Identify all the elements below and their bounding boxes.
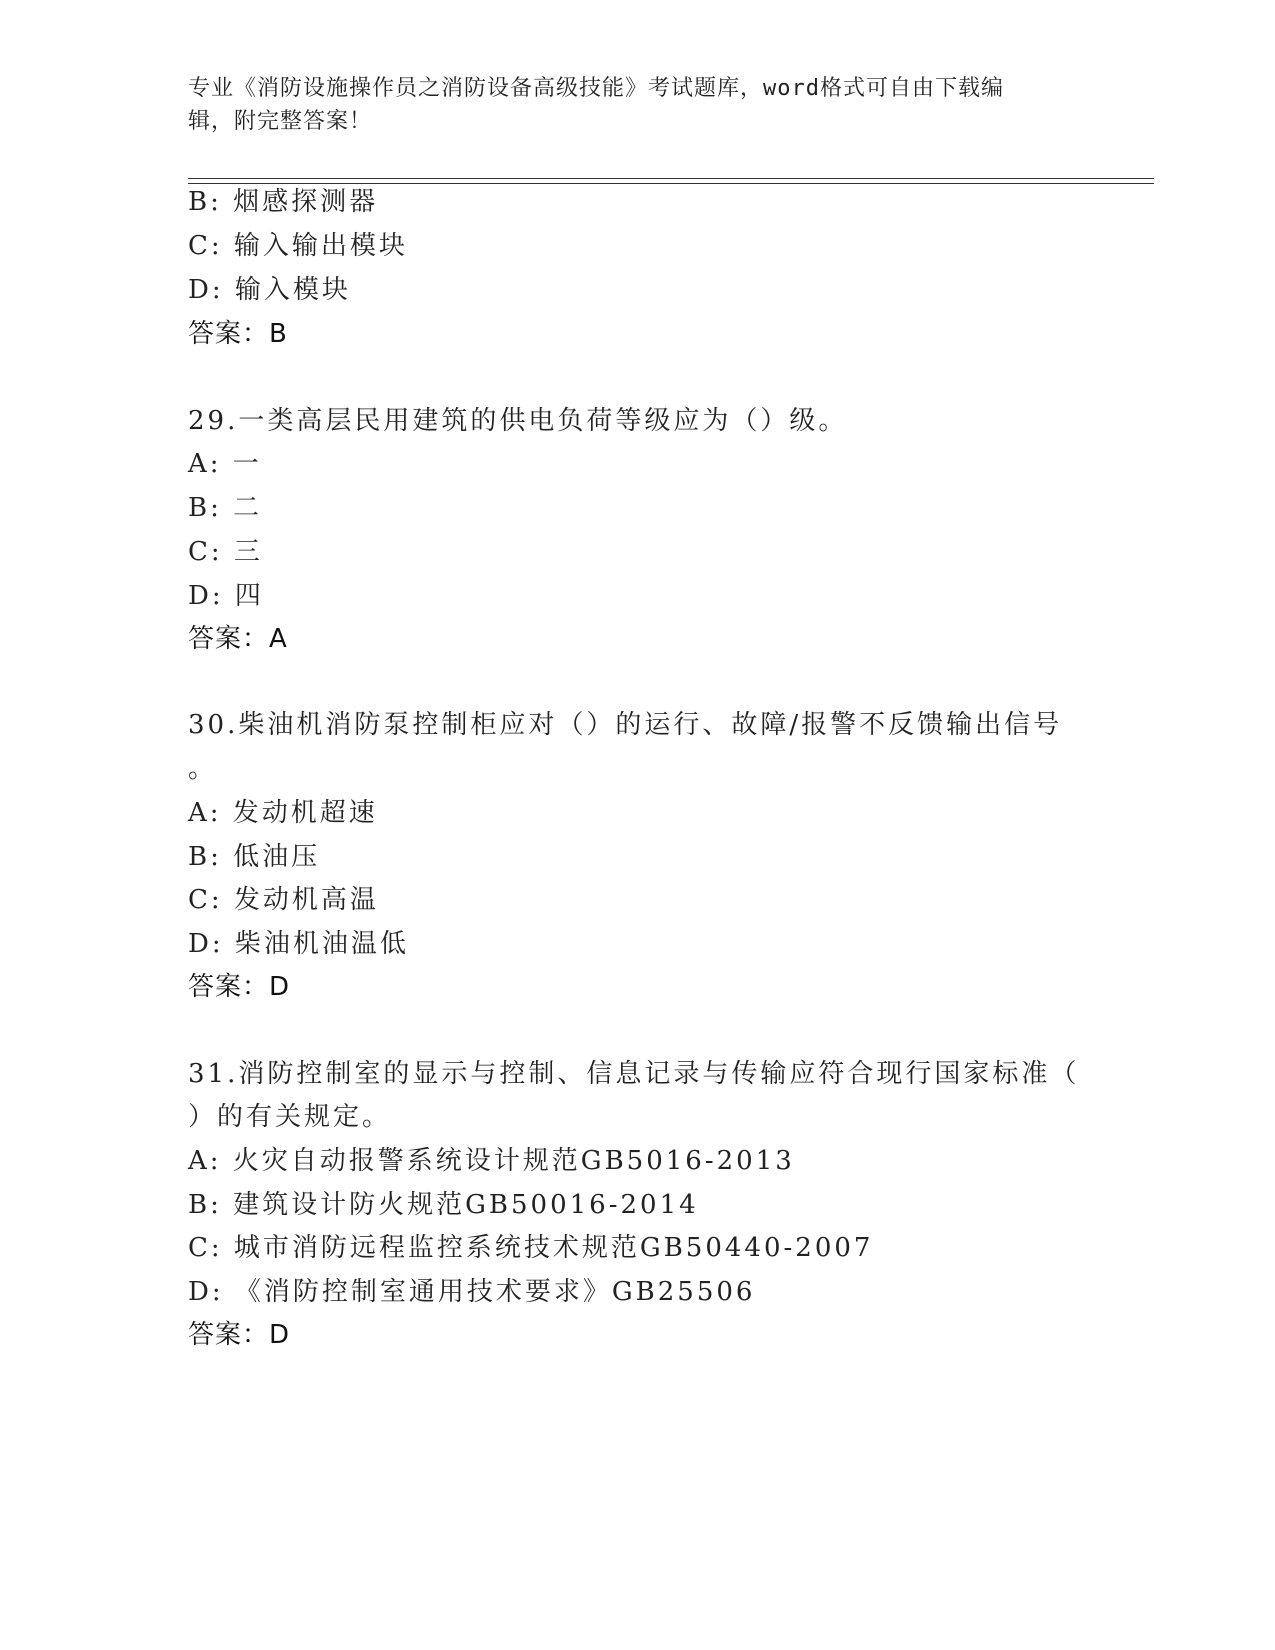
q29-question: 29.一类高层民用建筑的供电负荷等级应为（）级。	[188, 406, 848, 436]
q29-option-d: D: 四	[188, 581, 264, 611]
q29-answer: 答案：A	[188, 624, 288, 654]
q29-option-b: B: 二	[188, 493, 263, 523]
q30-answer: 答案：D	[188, 972, 291, 1002]
q30-option-c: C: 发动机高温	[188, 885, 379, 915]
q31-question-line-1: 31.消防控制室的显示与控制、信息记录与传输应符合现行国家标准（	[188, 1059, 1080, 1089]
header-line-2: 辑，附完整答案！	[188, 109, 373, 134]
header-divider-top	[188, 178, 1154, 179]
q30-option-b: B: 低油压	[188, 842, 321, 872]
q28-option-b: B: 烟感探测器	[188, 187, 379, 217]
q28-answer: 答案：B	[188, 319, 288, 349]
q31-option-a: A: 火灾自动报警系统设计规范GB5016-2013	[188, 1146, 795, 1176]
q31-option-b: B: 建筑设计防火规范GB50016-2014	[188, 1190, 699, 1220]
q31-question-line-2: ）的有关规定。	[188, 1102, 392, 1132]
q29-option-a: A: 一	[188, 449, 262, 479]
q28-option-d: D: 输入模块	[188, 275, 351, 305]
q30-question-line-1: 30.柴油机消防泵控制柜应对（）的运行、故障/报警不反馈输出信号	[188, 710, 1063, 740]
q31-option-d: D: 《消防控制室通用技术要求》GB25506	[188, 1277, 756, 1307]
document-header	[188, 72, 1068, 138]
q29-option-c: C: 三	[188, 537, 263, 567]
q31-option-c: C: 城市消防远程监控系统技术规范GB50440-2007	[188, 1233, 874, 1263]
q30-option-a: A: 发动机超速	[188, 798, 378, 828]
q30-option-d: D: 柴油机油温低	[188, 929, 409, 959]
q30-question-line-2: 。	[188, 754, 218, 784]
header-line-1: 专业《消防设施操作员之消防设备高级技能》考试题库，word格式可自由下载编	[188, 76, 1004, 101]
q31-answer: 答案：D	[188, 1320, 291, 1350]
q28-option-c: C: 输入输出模块	[188, 231, 408, 261]
